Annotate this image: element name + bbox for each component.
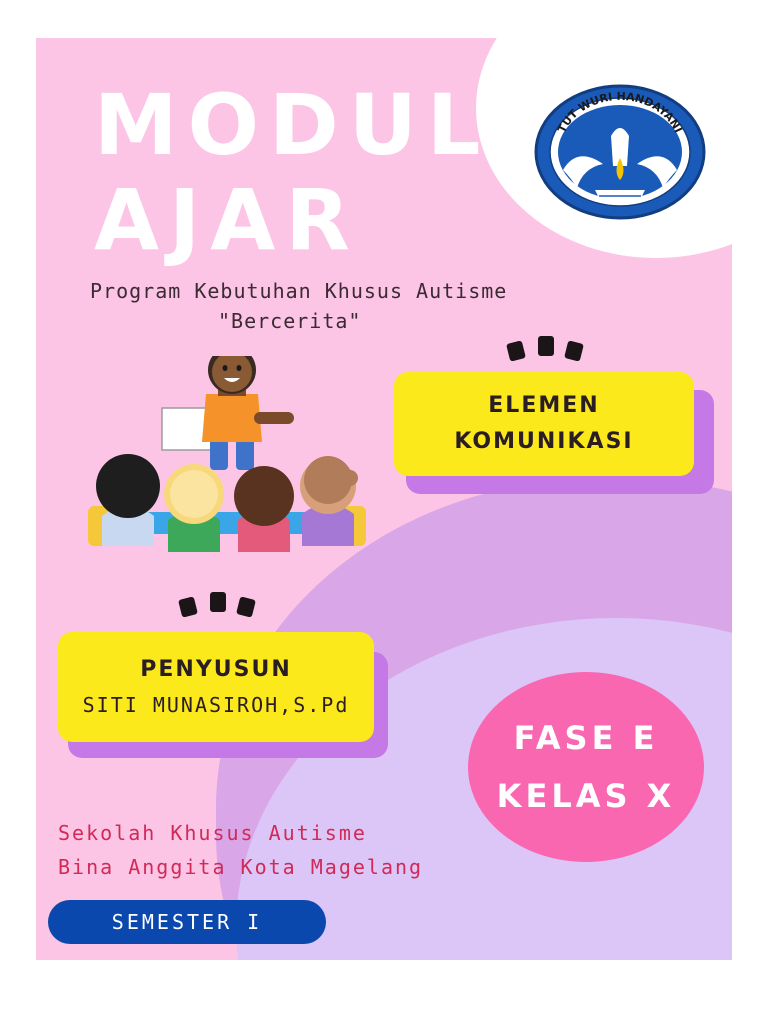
phase-line-1: FASE E	[513, 719, 659, 757]
title-line-1: MODUL	[94, 76, 491, 174]
school-name	[58, 816, 423, 884]
author-name: SITI MUNASIROH,S.Pd	[82, 693, 350, 717]
emphasis-marks-icon	[176, 590, 260, 624]
author-card	[58, 632, 398, 762]
tut-wuri-handayani-logo-icon	[533, 84, 707, 220]
element-card-face	[394, 372, 694, 476]
title-line-2: AJAR	[94, 171, 360, 269]
author-heading: PENYUSUN	[140, 657, 292, 682]
semester-badge: SEMESTER I	[48, 900, 326, 944]
element-line-1: ELEMEN	[488, 393, 600, 418]
school-line-2: Bina Anggita Kota Magelang	[58, 855, 424, 879]
element-card	[394, 372, 724, 502]
phase-badge	[468, 672, 704, 862]
phase-line-2: KELAS X	[496, 777, 676, 815]
storytelling-classroom-illustration-icon	[88, 356, 378, 566]
emphasis-marks-icon	[504, 334, 588, 368]
logo-motto: TUT WURI HANDAYANI	[555, 89, 685, 135]
program-subtitle	[90, 276, 670, 336]
school-line-1: Sekolah Khusus Autisme	[58, 821, 367, 845]
element-line-2: KOMUNIKASI	[454, 429, 634, 454]
program-name: Program Kebutuhan Khusus Autisme	[90, 279, 508, 303]
topic-name: "Bercerita"	[218, 309, 362, 333]
cover-page	[36, 38, 732, 960]
author-card-face	[58, 632, 374, 742]
